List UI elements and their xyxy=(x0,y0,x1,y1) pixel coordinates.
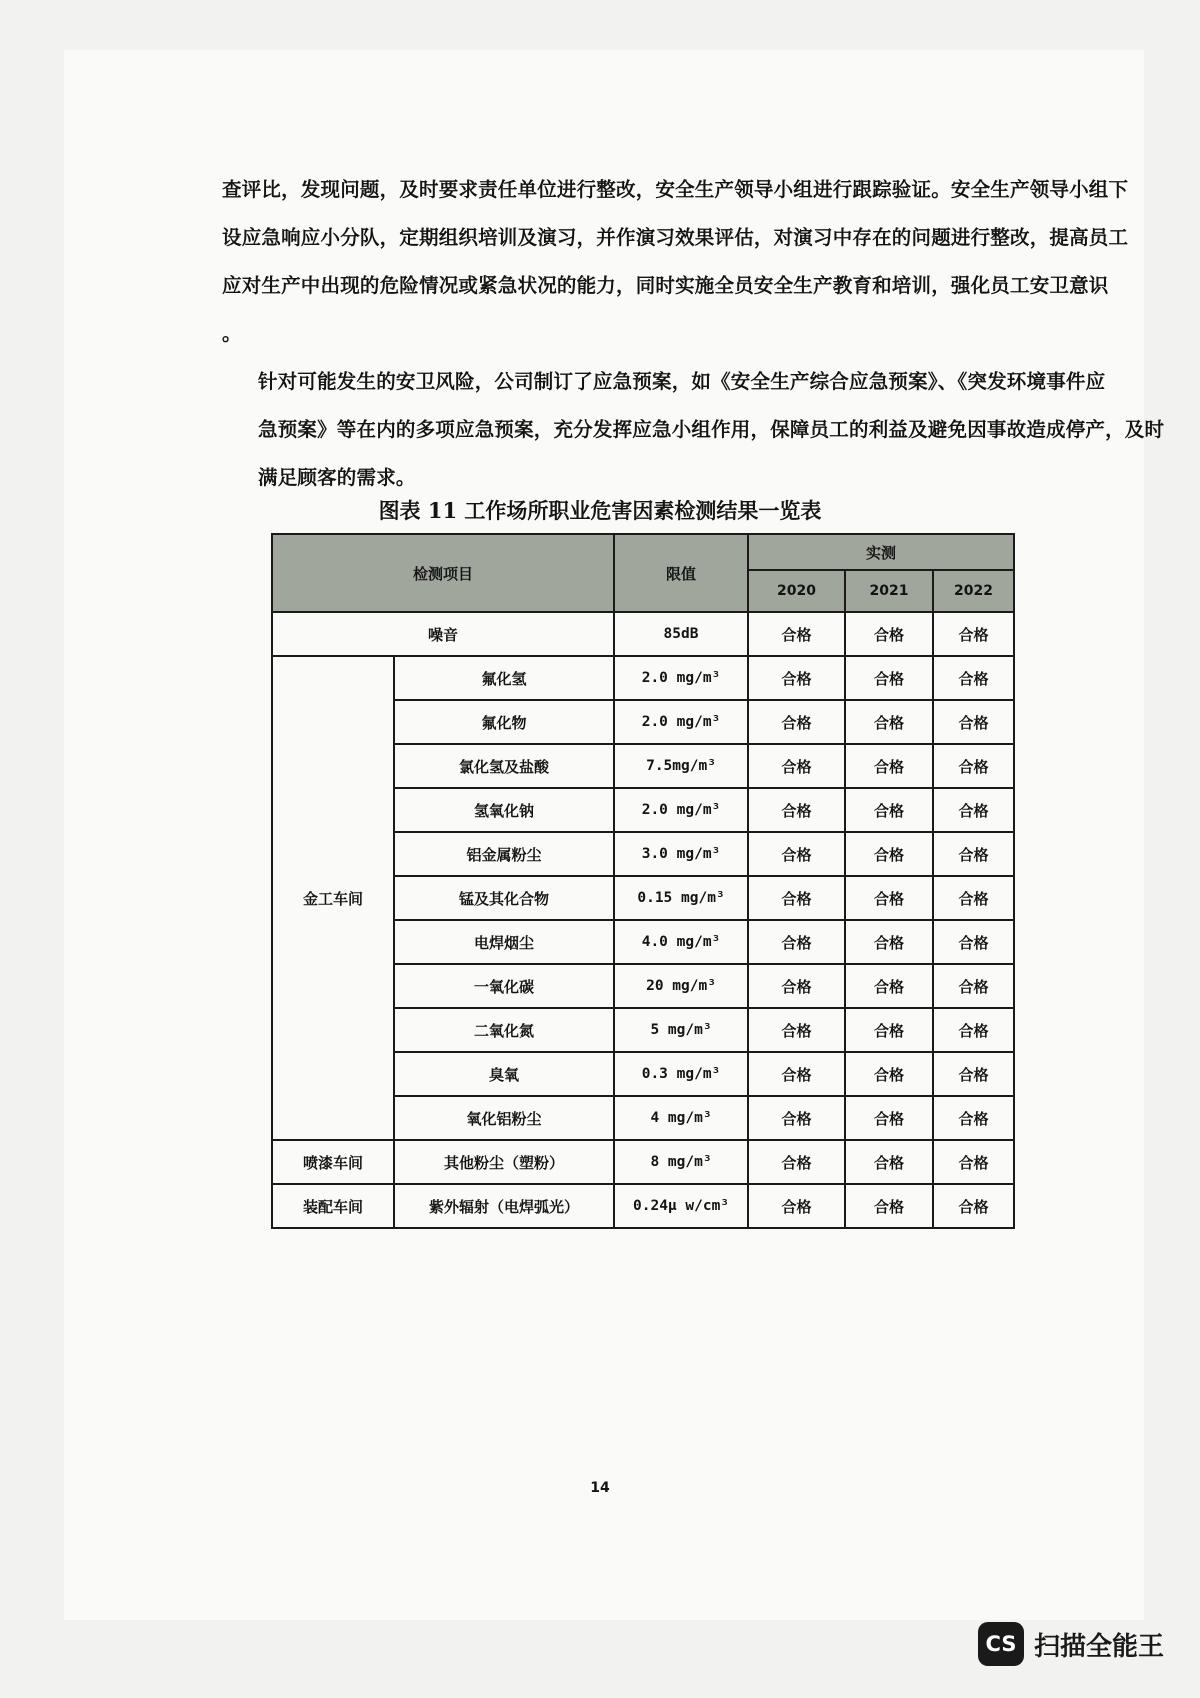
result-cell: 合格 xyxy=(748,832,845,876)
item-cell: 氟化物 xyxy=(394,700,614,744)
watermark-text: 扫描全能王 xyxy=(1034,1631,1165,1662)
paragraph-line: 。 xyxy=(222,322,242,345)
result-cell: 合格 xyxy=(933,1008,1014,1052)
header-item: 检测项目 xyxy=(272,534,614,612)
limit-cell: 0.3 mg/m³ xyxy=(614,1052,748,1096)
item-cell: 氧化铝粉尘 xyxy=(394,1096,614,1140)
result-cell: 合格 xyxy=(845,700,933,744)
camscanner-logo-icon: CS xyxy=(978,1622,1024,1666)
result-cell: 合格 xyxy=(845,920,933,964)
limit-cell: 2.0 mg/m³ xyxy=(614,656,748,700)
limit-cell: 8 mg/m³ xyxy=(614,1140,748,1184)
result-cell: 合格 xyxy=(845,612,933,656)
result-cell: 合格 xyxy=(933,876,1014,920)
result-cell: 合格 xyxy=(845,656,933,700)
result-cell: 合格 xyxy=(845,832,933,876)
result-cell: 合格 xyxy=(845,788,933,832)
limit-cell: 20 mg/m³ xyxy=(614,964,748,1008)
limit-cell: 3.0 mg/m³ xyxy=(614,832,748,876)
header-measured: 实测 xyxy=(748,534,1014,570)
result-cell: 合格 xyxy=(845,1052,933,1096)
item-cell: 氯化氢及盐酸 xyxy=(394,744,614,788)
result-cell: 合格 xyxy=(933,1140,1014,1184)
result-cell: 合格 xyxy=(845,964,933,1008)
table-row xyxy=(272,656,1014,700)
result-cell: 合格 xyxy=(748,964,845,1008)
result-cell: 合格 xyxy=(748,700,845,744)
result-cell: 合格 xyxy=(845,1096,933,1140)
item-cell: 氢氧化钠 xyxy=(394,788,614,832)
result-cell: 合格 xyxy=(933,612,1014,656)
limit-cell: 2.0 mg/m³ xyxy=(614,788,748,832)
page-number: 14 xyxy=(590,1480,610,1496)
limit-cell: 5 mg/m³ xyxy=(614,1008,748,1052)
scanner-watermark xyxy=(978,1620,1164,1668)
paragraph-2 xyxy=(222,358,1165,502)
paragraph-line: 满足顾客的需求。 xyxy=(258,466,416,489)
item-cell: 一氧化碳 xyxy=(394,964,614,1008)
table-row xyxy=(272,1140,1014,1184)
result-cell: 合格 xyxy=(933,744,1014,788)
limit-cell: 0.15 mg/m³ xyxy=(614,876,748,920)
result-cell: 合格 xyxy=(933,1052,1014,1096)
result-cell: 合格 xyxy=(933,920,1014,964)
result-cell: 合格 xyxy=(845,1184,933,1228)
result-cell: 合格 xyxy=(845,1140,933,1184)
result-cell: 合格 xyxy=(933,656,1014,700)
group-cell: 金工车间 xyxy=(272,656,394,1140)
result-cell: 合格 xyxy=(933,1096,1014,1140)
result-cell: 合格 xyxy=(748,612,845,656)
item-cell: 氟化氢 xyxy=(394,656,614,700)
result-cell: 合格 xyxy=(933,832,1014,876)
table-row xyxy=(272,1184,1014,1228)
paragraph-line: 设应急响应小分队，定期组织培训及演习，并作演习效果评估，对演习中存在的问题进行整改，提高员工 xyxy=(222,226,1129,249)
paragraph-line: 针对可能发生的安卫风险，公司制订了应急预案，如《安全生产综合应急预案》、《突发环境事件应 xyxy=(258,370,1106,393)
limit-cell: 85dB xyxy=(614,612,748,656)
limit-cell: 4.0 mg/m³ xyxy=(614,920,748,964)
header-year-2022: 2022 xyxy=(933,570,1014,612)
result-cell: 合格 xyxy=(845,1008,933,1052)
result-cell: 合格 xyxy=(748,1096,845,1140)
item-cell: 电焊烟尘 xyxy=(394,920,614,964)
group-cell: 喷漆车间 xyxy=(272,1140,394,1184)
limit-cell: 7.5mg/m³ xyxy=(614,744,748,788)
group-cell: 装配车间 xyxy=(272,1184,394,1228)
header-year-2020: 2020 xyxy=(748,570,845,612)
result-cell: 合格 xyxy=(748,656,845,700)
item-cell: 臭氧 xyxy=(394,1052,614,1096)
paragraph-line: 查评比，发现问题，及时要求责任单位进行整改，安全生产领导小组进行跟踪验证。安全生产领导小组下 xyxy=(222,178,1129,201)
header-limit: 限值 xyxy=(614,534,748,612)
result-cell: 合格 xyxy=(748,744,845,788)
result-cell: 合格 xyxy=(748,1184,845,1228)
item-cell: 二氧化氮 xyxy=(394,1008,614,1052)
table-caption: 图表 11 工作场所职业危害因素检测结果一览表 xyxy=(378,498,822,523)
result-cell: 合格 xyxy=(845,744,933,788)
result-cell: 合格 xyxy=(748,876,845,920)
result-cell: 合格 xyxy=(933,700,1014,744)
paragraph-line: 应对生产中出现的危险情况或紧急状况的能力，同时实施全员安全生产教育和培训，强化员工安卫意识 xyxy=(222,274,1109,297)
result-cell: 合格 xyxy=(933,788,1014,832)
result-cell: 合格 xyxy=(748,788,845,832)
item-cell: 紫外辐射（电焊弧光） xyxy=(394,1184,614,1228)
table-row xyxy=(272,612,1014,656)
limit-cell: 4 mg/m³ xyxy=(614,1096,748,1140)
limit-cell: 0.24μ w/cm³ xyxy=(614,1184,748,1228)
result-cell: 合格 xyxy=(748,1140,845,1184)
limit-cell: 2.0 mg/m³ xyxy=(614,700,748,744)
item-cell: 噪音 xyxy=(272,612,614,656)
result-cell: 合格 xyxy=(933,1184,1014,1228)
hazard-results-table xyxy=(271,533,1015,1229)
item-cell: 其他粉尘（塑粉） xyxy=(394,1140,614,1184)
result-cell: 合格 xyxy=(933,964,1014,1008)
result-cell: 合格 xyxy=(748,920,845,964)
result-cell: 合格 xyxy=(748,1008,845,1052)
header-year-2021: 2021 xyxy=(845,570,933,612)
result-cell: 合格 xyxy=(748,1052,845,1096)
item-cell: 锰及其化合物 xyxy=(394,876,614,920)
paragraph-line: 急预案》等在内的多项应急预案，充分发挥应急小组作用，保障员工的利益及避免因事故造成停产，及时 xyxy=(258,418,1165,441)
result-cell: 合格 xyxy=(845,876,933,920)
item-cell: 铝金属粉尘 xyxy=(394,832,614,876)
paragraph-1 xyxy=(222,166,1129,358)
